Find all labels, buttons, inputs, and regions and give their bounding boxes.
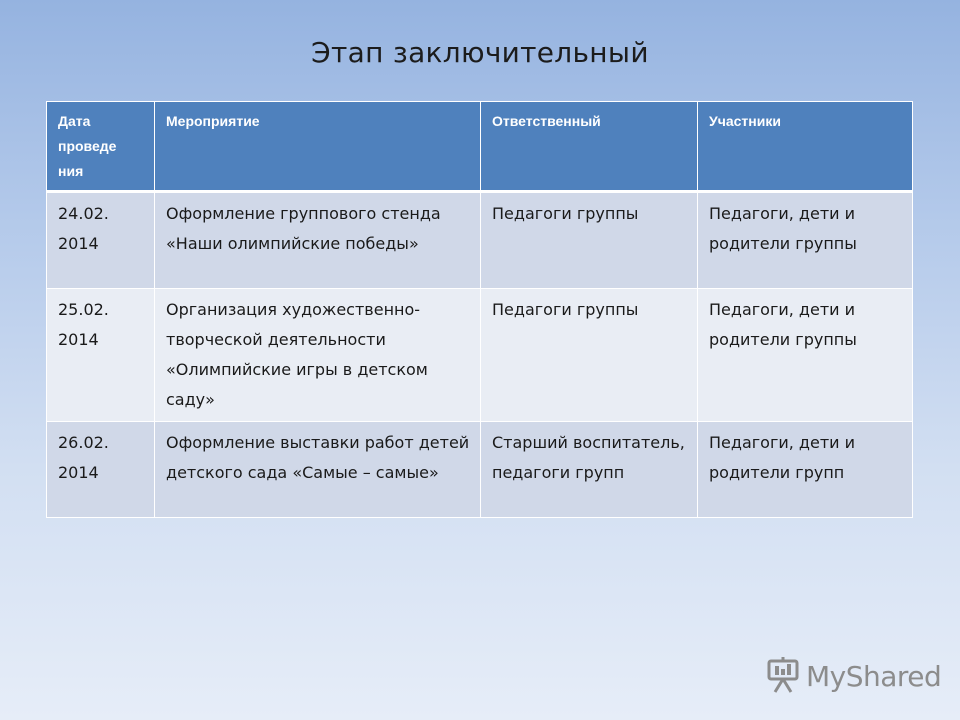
cell-date: 24.02. 2014 (47, 192, 155, 289)
presentation-board-icon (766, 657, 800, 695)
cell-date: 26.02. 2014 (47, 422, 155, 518)
cell-event: Оформление выставки работ детей детского сада «Самые – самые» (155, 422, 481, 518)
cell-responsible: Педагоги группы (481, 192, 698, 289)
myshared-logo (766, 656, 941, 696)
header-event: Мероприятие (155, 102, 481, 192)
cell-event: Организация художественно-творческой деятельности «Олимпийские игры в детском саду» (155, 289, 481, 422)
header-date: Дата проведе ния (47, 102, 155, 192)
cell-responsible: Педагоги группы (481, 289, 698, 422)
header-responsible: Ответственный (481, 102, 698, 192)
slide-title: Этап заключительный (311, 36, 649, 69)
logo-text: MyShared (806, 659, 942, 693)
cell-participants: Педагоги, дети и родители группы (698, 289, 913, 422)
table-row (47, 192, 913, 289)
cell-event: Оформление группового стенда «Наши олимпийские победы» (155, 192, 481, 289)
header-participants: Участники (698, 102, 913, 192)
cell-participants: Педагоги, дети и родители группы (698, 192, 913, 289)
cell-date: 25.02. 2014 (47, 289, 155, 422)
table-row (47, 289, 913, 422)
cell-participants: Педагоги, дети и родители групп (698, 422, 913, 518)
schedule-table (46, 101, 913, 518)
cell-responsible: Старший воспитатель, педагоги групп (481, 422, 698, 518)
table-row (47, 422, 913, 518)
table-header-row (47, 102, 913, 192)
